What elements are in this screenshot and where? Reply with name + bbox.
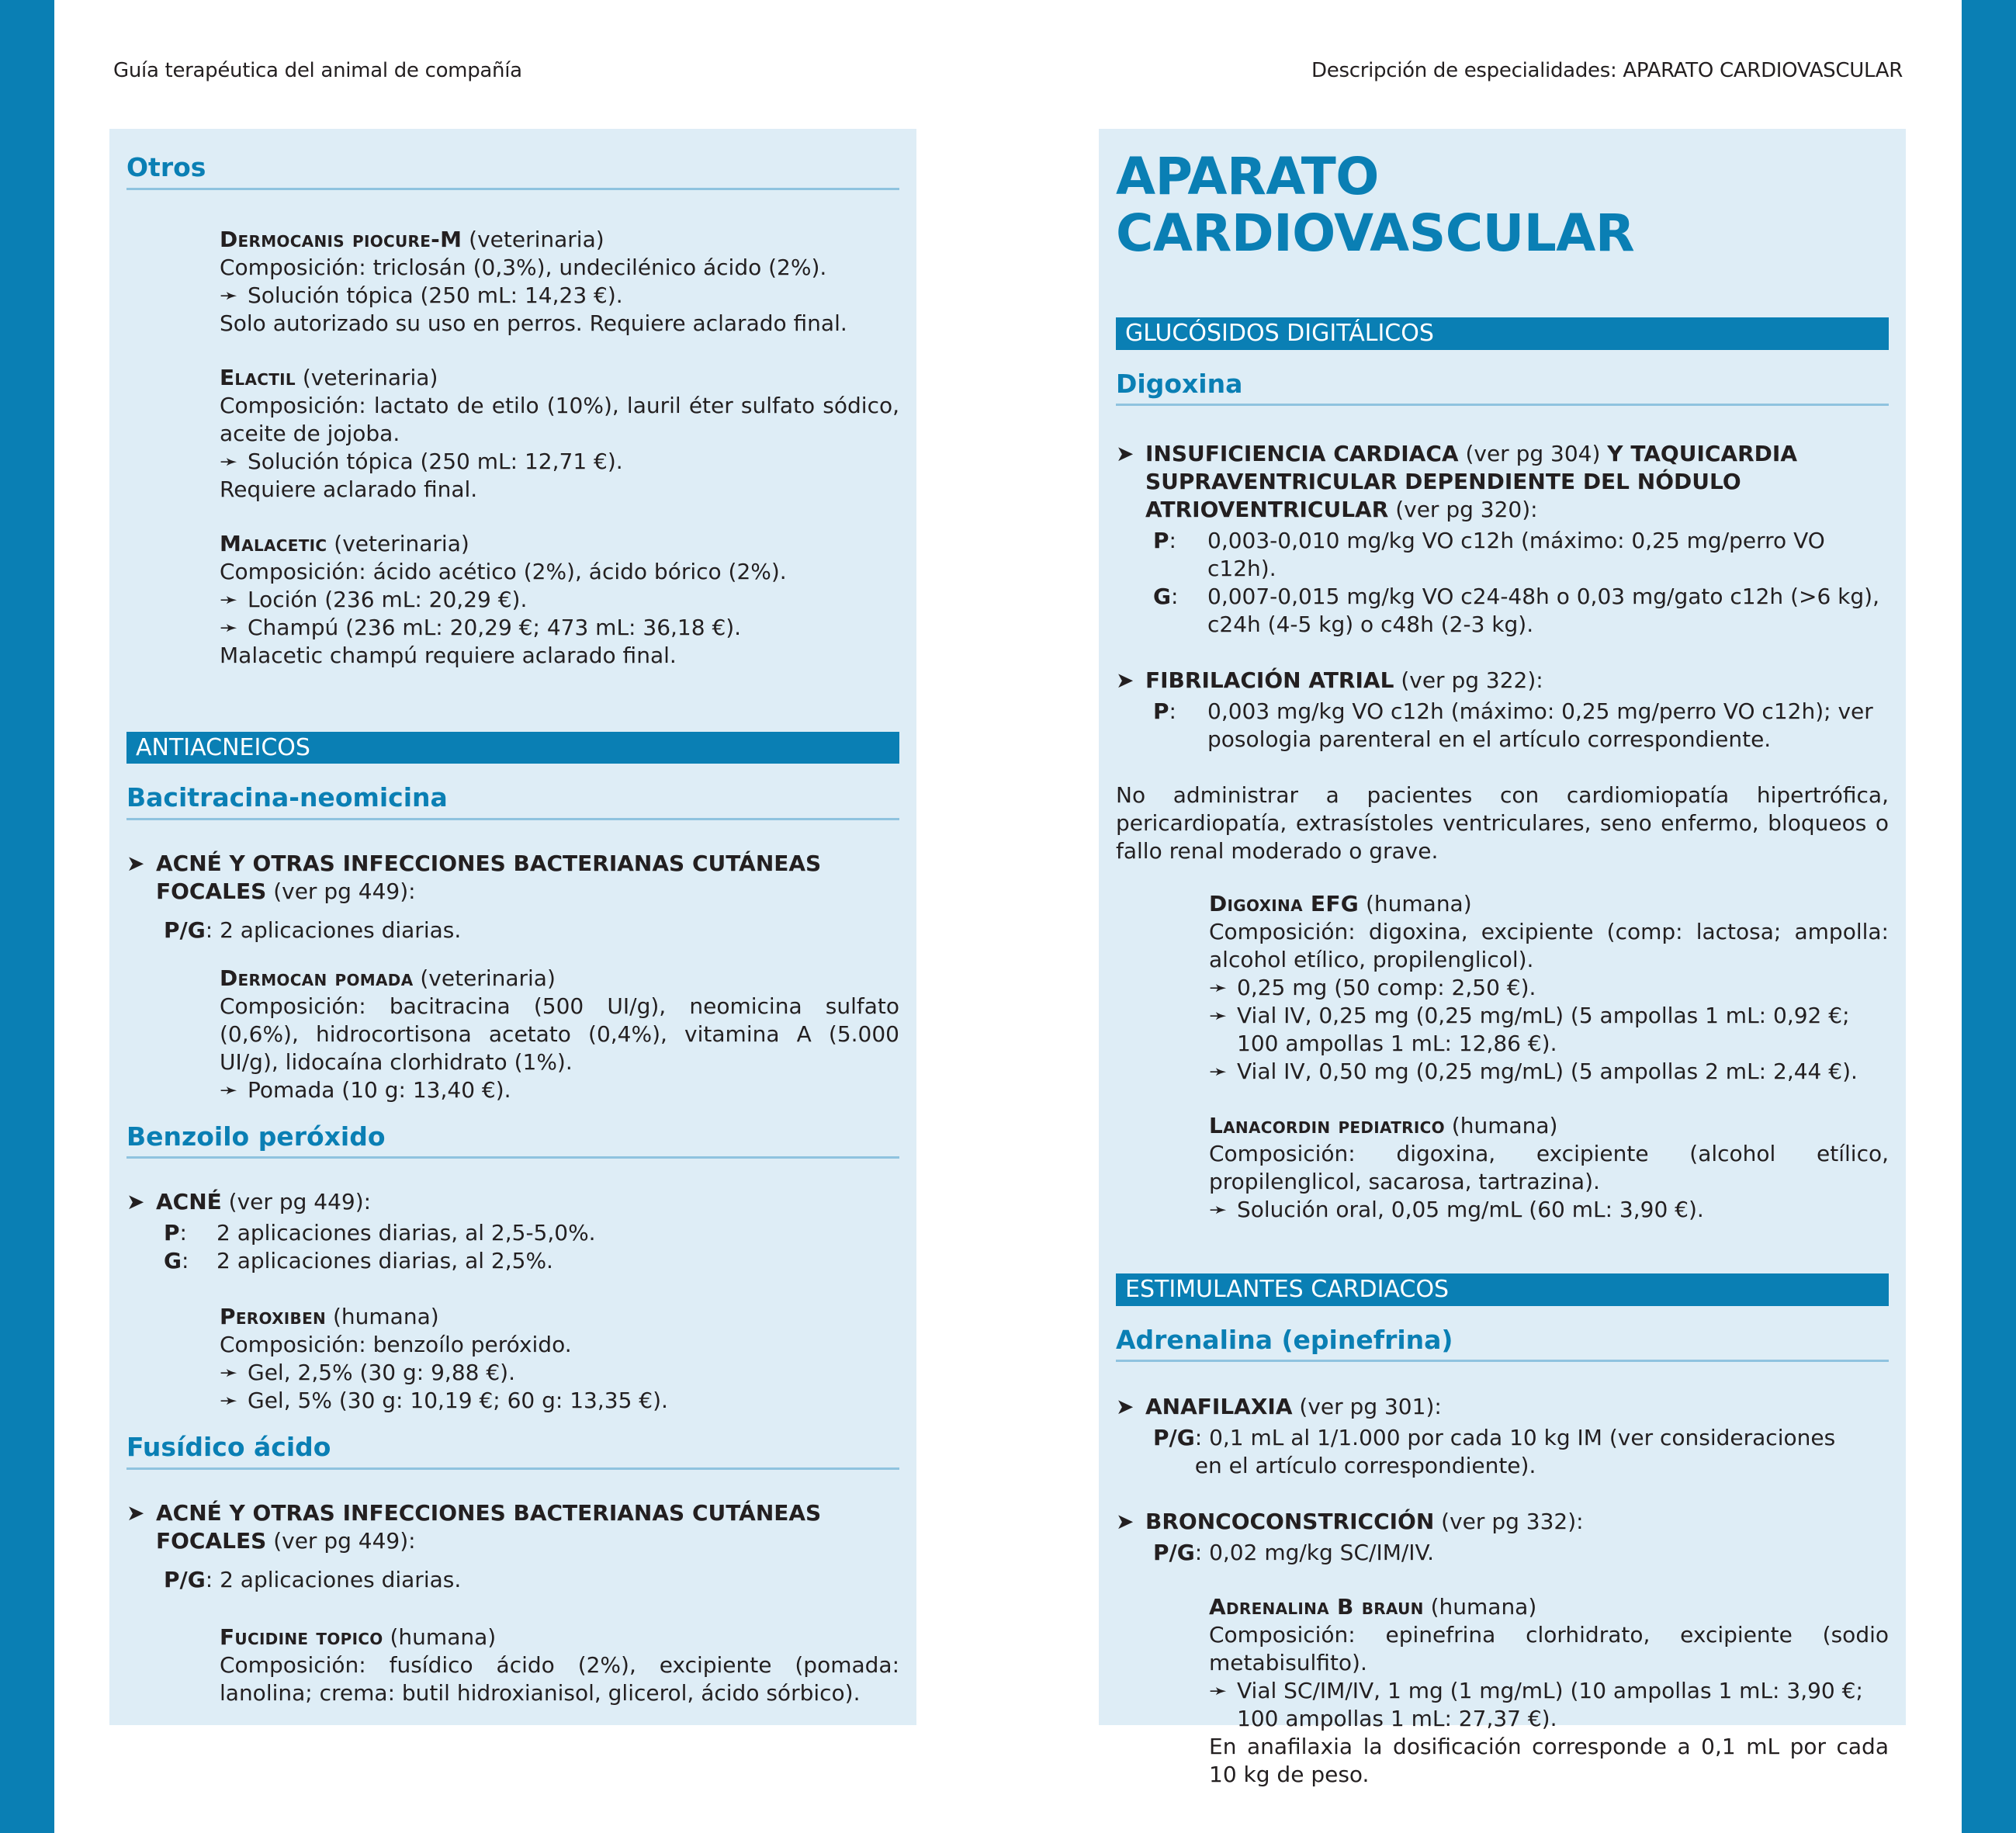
presentation-arrow-icon: ➛ (220, 586, 238, 612)
product-malacetic (220, 530, 899, 670)
presentation-arrow-icon: ➛ (1209, 1197, 1228, 1223)
drug-title-digoxina: Digoxina (1116, 369, 1889, 407)
product-presentation: ➛ Vial SC/IM/IV, 1 mg (1 mg/mL) (10 ampollas 1 mL: 3,90 €; 100 ampollas 1 mL: 27,37 €). (1209, 1678, 1863, 1732)
product-note: Malacetic champú requiere aclarado final. (220, 642, 677, 668)
product-composition: Composición: digoxina, excipiente (comp: lactosa; ampolla: alcohol etílico, propilenglicol). (1209, 919, 1889, 973)
dose-text: 0,003 mg/kg VO c12h (máximo: 0,25 mg/perro VO c12h); ver posologia parenteral en el artículo correspondiente. (1207, 698, 1873, 753)
product-name: Malacetic (220, 530, 327, 556)
product-note: Solo autorizado su uso en perros. Requiere aclarado final. (220, 310, 847, 336)
dose-text: : 0,02 mg/kg SC/IM/IV. (1194, 1540, 1434, 1566)
dose-row (126, 916, 899, 944)
product-name: Adrenalina B braun (1209, 1594, 1424, 1620)
product-lanacordin (1209, 1112, 1889, 1224)
dose-row-dog (126, 1219, 899, 1247)
indication: ➤ ACNÉ Y OTRAS INFECCIONES BACTERIANAS CUTÁNEAS FOCALES (ver pg 449): (126, 1499, 822, 1554)
running-head-right: Descripción de especialidades: APARATO CARDIOVASCULAR (1311, 59, 1903, 82)
product-adrenalina-b-braun (1209, 1593, 1889, 1789)
presentation-arrow-icon: ➛ (1209, 1003, 1228, 1029)
indication: ➤ ANAFILAXIA (ver pg 301): (1116, 1394, 1442, 1420)
indication-arrow-icon: ➤ (1116, 1394, 1134, 1420)
dose-row-cat (126, 1247, 899, 1275)
product-composition: Composición: bacitracina (500 UI/g), neomicina sulfato (0,6%), hidrocortisona acetato (0,4%), vitamina A (5.000 UI/g), lidocaína clorhidrato (1%). (220, 993, 899, 1075)
product-tag: (humana) (326, 1304, 439, 1330)
indication: ➤ BRONCOCONSTRICCIÓN (ver pg 332): (1116, 1509, 1584, 1535)
left-page-edge (0, 0, 54, 1833)
product-tag: (veterinaria) (327, 530, 469, 556)
indication-arrow-icon: ➤ (1116, 441, 1134, 467)
presentation-arrow-icon: ➛ (220, 1076, 238, 1103)
species-label: P: (164, 1220, 187, 1246)
product-tag: (humana) (1444, 1113, 1558, 1139)
right-page-edge (1962, 0, 2016, 1833)
product-composition: Composición: benzoílo peróxido. (220, 1332, 572, 1358)
presentation-arrow-icon: ➛ (1209, 1678, 1228, 1704)
product-presentation: ➛ 0,25 mg (50 comp: 2,50 €). (1209, 975, 1536, 1001)
indication-arrow-icon: ➤ (1116, 667, 1134, 694)
product-presentation: ➛ Gel, 2,5% (30 g: 9,88 €). (220, 1360, 515, 1386)
section-otros-title: Otros (126, 152, 899, 190)
product-name: Peroxiben (220, 1304, 327, 1330)
product-digoxina-efg (1209, 890, 1889, 1086)
product-elactil (220, 364, 899, 504)
product-name: Lanacordin pediatrico (1209, 1113, 1445, 1139)
indication-arrow-icon: ➤ (1116, 1509, 1134, 1535)
indication-arrow-icon: ➤ (126, 850, 145, 876)
product-peroxiben (220, 1303, 899, 1415)
product-tag: (veterinaria) (295, 364, 438, 390)
presentation-arrow-icon: ➛ (1209, 975, 1228, 1001)
product-tag: (veterinaria) (413, 965, 556, 991)
indication: ➤ ACNÉ Y OTRAS INFECCIONES BACTERIANAS CUTÁNEAS FOCALES (ver pg 449): (126, 850, 822, 904)
product-presentation: ➛ Gel, 5% (30 g: 10,19 €; 60 g: 13,35 €). (220, 1388, 668, 1414)
product-composition: Composición: ácido acético (2%), ácido bórico (2%). (220, 558, 787, 584)
species-label: P: (1153, 698, 1176, 725)
section-band-estimulantes: ESTIMULANTES CARDIACOS (1116, 1273, 1889, 1306)
dose-text: 2 aplicaciones diarias, al 2,5%. (216, 1248, 553, 1274)
indication-arrow-icon: ➤ (126, 1499, 145, 1526)
drug-title-adrenalina: Adrenalina (epinefrina) (1116, 1325, 1889, 1363)
product-dermocanis (220, 226, 899, 338)
product-tag: (humana) (1359, 891, 1472, 917)
product-note: En anafilaxia la dosificación corresponde a 0,1 mL por cada 10 kg de peso. (1209, 1734, 1889, 1788)
dose-row (1116, 1424, 1889, 1480)
drug-title-bacitracina: Bacitracina-neomicina (126, 782, 899, 820)
product-composition: Composición: lactato de etilo (10%), lauril éter sulfato sódico, aceite de jojoba. (220, 392, 899, 446)
drug-title-benzoilo: Benzoilo peróxido (126, 1121, 899, 1159)
dose-text: : 0,1 mL al 1/1.000 por cada 10 kg IM (ver consideraciones en el artículo correspondiente). (1194, 1425, 1836, 1479)
product-presentation: ➛ Solución tópica (250 mL: 14,23 €). (220, 282, 623, 308)
product-composition: Composición: epinefrina clorhidrato, excipiente (sodio metabisulfito). (1209, 1622, 1889, 1676)
indication: ➤ FIBRILACIÓN ATRIAL (ver pg 322): (1116, 667, 1543, 694)
presentation-arrow-icon: ➛ (220, 614, 238, 640)
product-presentation: ➛ Solución oral, 0,05 mg/mL (60 mL: 3,90 €). (1209, 1197, 1704, 1223)
dose-row-dog (1116, 698, 1889, 754)
presentation-arrow-icon: ➛ (220, 282, 238, 308)
product-name: Digoxina EFG (1209, 891, 1360, 917)
product-presentation: ➛ Vial IV, 0,50 mg (0,25 mg/mL) (5 ampollas 2 mL: 2,44 €). (1209, 1059, 1858, 1085)
product-name: Fucidine topico (220, 1623, 383, 1650)
dose-text: 0,007-0,015 mg/kg VO c24-48h o 0,03 mg/gato c12h (>6 kg), c24h (4-5 kg) o c48h (2-3 kg). (1207, 584, 1879, 638)
dose-row-cat (1116, 583, 1889, 639)
product-name: Elactil (220, 364, 296, 390)
dose-text: : 2 aplicaciones diarias. (205, 916, 462, 943)
product-presentation: ➛ Champú (236 mL: 20,29 €; 473 mL: 36,18 €). (220, 614, 742, 640)
indication-arrow-icon: ➤ (126, 1189, 145, 1215)
species-label: P/G (164, 1566, 206, 1592)
product-presentation: ➛ Solución tópica (250 mL: 12,71 €). (220, 448, 623, 474)
species-label: G: (164, 1248, 189, 1274)
product-presentation: ➛ Vial IV, 0,25 mg (0,25 mg/mL) (5 ampollas 1 mL: 0,92 €; 100 ampollas 1 mL: 12,86 €). (1209, 1003, 1850, 1057)
species-label: G: (1153, 584, 1179, 610)
left-panel (109, 129, 916, 1725)
dose-text: 0,003-0,010 mg/kg VO c12h (máximo: 0,25 mg/perro VO c12h). (1207, 528, 1825, 582)
product-fucidine (220, 1623, 899, 1707)
presentation-arrow-icon: ➛ (220, 1388, 238, 1414)
dose-row (126, 1566, 899, 1594)
indication: ➤ ACNÉ (ver pg 449): (126, 1189, 372, 1215)
dose-row (1116, 1539, 1889, 1567)
dose-text: 2 aplicaciones diarias, al 2,5-5,0%. (216, 1220, 596, 1246)
product-dermocan (220, 965, 899, 1104)
product-composition: Composición: digoxina, excipiente (alcohol etílico, propilenglicol, sacarosa, tartrazina). (1209, 1141, 1889, 1195)
product-note: Requiere aclarado final. (220, 476, 478, 502)
product-presentation: ➛ Loción (236 mL: 20,29 €). (220, 586, 528, 612)
product-name: Dermocan pomada (220, 965, 414, 991)
right-panel (1099, 129, 1906, 1788)
species-label: P/G (1153, 1540, 1195, 1566)
species-label: P: (1153, 528, 1176, 554)
product-presentation: ➛ Pomada (10 g: 13,40 €). (220, 1076, 511, 1103)
presentation-arrow-icon: ➛ (220, 1360, 238, 1386)
warning-paragraph: No administrar a pacientes con cardiomiopatía hipertrófica, pericardiopatía, extrasístoles ventriculares, seno enfermo, bloqueos o fallo renal moderado o grave. (1116, 782, 1889, 865)
section-band-antiacneicos: ANTIACNEICOS (126, 732, 899, 764)
dose-row-dog (1116, 527, 1889, 583)
product-tag: (veterinaria) (462, 226, 604, 252)
presentation-arrow-icon: ➛ (220, 448, 238, 474)
indication: ➤ INSUFICIENCIA CARDIACA (ver pg 304) Y TAQUICARDIA SUPRAVENTRICULAR DEPENDIENTE DEL NÓDULO ATRIOVENTRICULAR (ver pg 320): (1116, 441, 1797, 523)
product-tag: (humana) (1423, 1594, 1537, 1620)
section-band-glucosidos: GLUCÓSIDOS DIGITÁLICOS (1116, 317, 1889, 350)
dose-text: : 2 aplicaciones diarias. (205, 1566, 462, 1592)
presentation-arrow-icon: ➛ (1209, 1059, 1228, 1085)
running-head-left: Guía terapéutica del animal de compañía (113, 59, 522, 82)
product-name: Dermocanis piocure-M (220, 226, 462, 252)
product-tag: (humana) (383, 1623, 497, 1650)
product-composition: Composición: triclosán (0,3%), undecilénico ácido (2%). (220, 254, 827, 280)
drug-title-fusidico: Fusídico ácido (126, 1432, 899, 1470)
species-label: P/G (164, 916, 206, 943)
species-label: P/G (1153, 1425, 1195, 1451)
chapter-title: APARATO CARDIOVASCULAR (1116, 147, 1635, 263)
product-composition: Composición: fusídico ácido (2%), excipiente (pomada: lanolina; crema: butil hidroxianisol, glicerol, ácido sórbico). (220, 1651, 899, 1706)
